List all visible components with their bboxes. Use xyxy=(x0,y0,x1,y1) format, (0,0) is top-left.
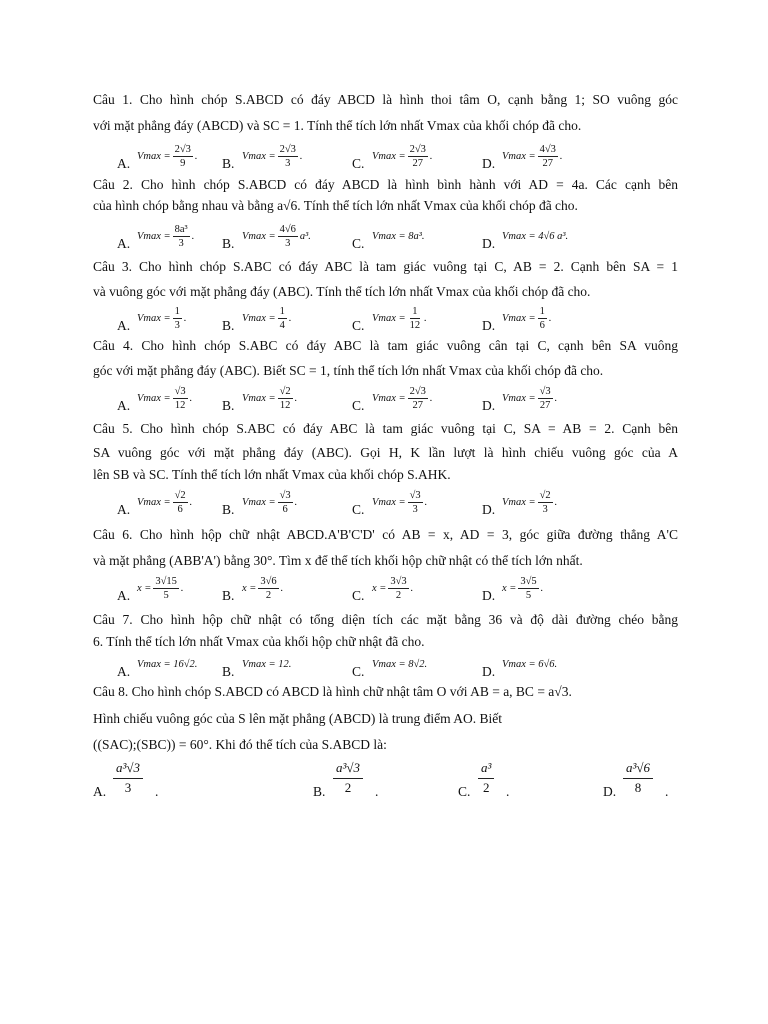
option-tail: . xyxy=(424,496,428,508)
option-fraction xyxy=(278,489,293,516)
option-label: C. xyxy=(352,588,365,603)
option-expression xyxy=(502,482,557,522)
q7-options xyxy=(93,644,693,684)
option-expression xyxy=(242,378,297,418)
fraction-numerator: 1 xyxy=(279,305,285,317)
q4-line-2: góc với mặt phẳng đáy (ABC). Biết SC = 1, tính thể tích lớn nhất Vmax của khối chóp đã cho. xyxy=(93,363,604,378)
option-label: B. xyxy=(222,588,235,603)
option-label: A. xyxy=(117,236,131,251)
option-fraction xyxy=(538,143,558,170)
option-fraction xyxy=(258,575,278,602)
fraction-denominator: 3 xyxy=(412,503,418,515)
option-fraction xyxy=(538,385,553,412)
fraction-denominator: 6 xyxy=(177,503,183,515)
option-expression xyxy=(502,136,563,176)
option-label: A. xyxy=(117,502,131,517)
option-expression xyxy=(502,216,568,256)
option-label: C. xyxy=(352,156,365,171)
fraction-numerator: a³√3 xyxy=(113,758,143,779)
option-label: C. xyxy=(352,398,365,413)
fraction-denominator: 2 xyxy=(395,589,402,601)
option-tail: . xyxy=(280,582,284,594)
option-expression xyxy=(137,644,197,684)
q1-line-1: Câu 1. Cho hình chóp S.ABCD có đáy ABCD là hình thoi tâm O, cạnh bằng 1; SO vuông góc xyxy=(93,92,678,107)
answer-option-c xyxy=(328,568,478,608)
fraction-denominator: 27 xyxy=(542,157,553,169)
option-lhs: x = xyxy=(137,582,152,594)
option-lhs: Vmax = xyxy=(137,312,171,324)
fraction-numerator: 2√3 xyxy=(409,143,426,155)
option-lhs: Vmax = xyxy=(242,392,276,404)
option-fraction xyxy=(278,385,293,412)
option-lhs: Vmax = 8√2. xyxy=(372,658,428,670)
q3-line-2: và vuông góc với mặt phẳng đáy (ABC). Tính thể tích lớn nhất Vmax của khối chóp đã cho. xyxy=(93,284,591,299)
option-fraction xyxy=(408,489,423,516)
option-label: C. xyxy=(352,664,365,679)
fraction-denominator: 3 xyxy=(174,319,180,331)
option-label: C. xyxy=(352,502,365,517)
answer-option-a xyxy=(93,758,243,808)
q5-line-3: lên SB và SC. Tính thể tích lớn nhất Vmax của khối chóp S.AHK. xyxy=(93,467,451,482)
option-tail: . xyxy=(294,496,298,508)
answer-option-d xyxy=(458,568,608,608)
option-lhs: Vmax = xyxy=(502,150,536,162)
option-label: D. xyxy=(482,664,496,679)
fraction-denominator: 12 xyxy=(174,399,186,411)
answer-option-b xyxy=(198,216,348,256)
option-fraction xyxy=(153,575,179,602)
q3-options xyxy=(93,298,693,338)
option-lhs: Vmax = xyxy=(137,150,171,162)
q6-line-1: Câu 6. Cho hình hộp chữ nhật ABCD.A'B'C'D' có AB = x, AD = 3, góc giữa đường thẳng A'C xyxy=(93,527,678,542)
option-expression xyxy=(372,378,433,418)
fraction-denominator: 3 xyxy=(285,237,291,249)
fraction-denominator: 27 xyxy=(412,157,423,169)
q2-options xyxy=(93,216,693,256)
option-label: B. xyxy=(222,236,235,251)
option-label: C. xyxy=(352,318,365,333)
option-tail: . xyxy=(294,392,298,404)
q8-line-3: ((SAC);(SBC)) = 60°. Khi đó thể tích của S.ABCD là: xyxy=(93,737,387,752)
option-lhs: Vmax = 16√2. xyxy=(137,658,198,670)
option-label: D. xyxy=(482,398,496,413)
fraction-denominator: 6 xyxy=(282,503,288,515)
option-lhs: Vmax = xyxy=(372,496,406,508)
option-label: B. xyxy=(222,502,235,517)
option-fraction xyxy=(278,143,298,170)
answer-option-c xyxy=(328,378,478,418)
fraction-denominator: 4 xyxy=(279,319,285,331)
answer-option-b xyxy=(198,482,348,522)
option-tail: . xyxy=(183,312,187,324)
option-fraction xyxy=(173,385,188,412)
option-expression xyxy=(502,378,557,418)
option-lhs: Vmax = xyxy=(242,230,276,242)
q5-line-1: Câu 5. Cho hình chóp S.ABC có đáy ABC là tam giác vuông tại C, SA = AB = 2. Cạnh bên xyxy=(93,421,678,436)
answer-option-b xyxy=(313,758,463,808)
option-label: B. xyxy=(222,156,235,171)
option-lhs: Vmax = xyxy=(502,312,536,324)
fraction-numerator: 3√6 xyxy=(260,575,277,587)
fraction-denominator: 3 xyxy=(178,237,184,249)
answer-option-d xyxy=(603,758,753,808)
fraction-denominator: 12 xyxy=(409,319,421,331)
fraction-numerator: √3 xyxy=(174,385,186,397)
fraction-denominator: 8 xyxy=(634,780,642,795)
option-lhs: Vmax = 8a³. xyxy=(372,230,425,242)
option-label: C. xyxy=(458,784,471,799)
option-tail: . xyxy=(189,496,193,508)
q6-options xyxy=(93,568,693,608)
fraction-numerator: 3√5 xyxy=(520,575,537,587)
option-label: A. xyxy=(117,156,131,171)
fraction-numerator: 1 xyxy=(412,305,418,317)
q5-options xyxy=(93,482,693,522)
option-fraction xyxy=(408,305,423,332)
option-lhs: x = xyxy=(502,582,517,594)
option-lhs: Vmax = xyxy=(502,392,536,404)
fraction-numerator: √2 xyxy=(279,385,291,397)
option-label: A. xyxy=(117,398,131,413)
option-expression xyxy=(372,136,433,176)
answer-option-c xyxy=(328,482,478,522)
option-fraction xyxy=(478,758,494,797)
fraction-denominator: 27 xyxy=(539,399,551,411)
option-label: A. xyxy=(93,784,107,799)
fraction-numerator: 4√3 xyxy=(539,143,556,155)
fraction-denominator: 3 xyxy=(124,780,132,795)
option-fraction xyxy=(278,305,287,332)
option-fraction xyxy=(623,758,653,797)
option-lhs: Vmax = 6√6. xyxy=(502,658,558,670)
option-tail: . xyxy=(288,312,292,324)
option-tail: . xyxy=(194,150,198,162)
answer-option-b xyxy=(198,378,348,418)
option-fraction xyxy=(408,385,428,412)
option-tail: . xyxy=(559,150,563,162)
option-lhs: Vmax = 12. xyxy=(242,658,292,670)
option-expression xyxy=(502,644,557,684)
option-label: B. xyxy=(222,398,235,413)
option-label: A. xyxy=(117,318,131,333)
q8-line-2: Hình chiếu vuông góc của S lên mặt phẳng (ABCD) là trung điểm AO. Biết xyxy=(93,711,503,726)
answer-option-c xyxy=(328,136,478,176)
option-fraction xyxy=(408,143,428,170)
option-expression xyxy=(242,644,291,684)
option-tail: . xyxy=(554,392,558,404)
option-fraction xyxy=(388,575,408,602)
option-tail: . xyxy=(429,150,433,162)
fraction-numerator: 2√3 xyxy=(174,143,191,155)
option-fraction xyxy=(173,223,190,250)
option-expression xyxy=(242,568,283,608)
option-fraction xyxy=(113,758,143,797)
fraction-denominator: 6 xyxy=(539,319,545,331)
fraction-numerator: a³ xyxy=(478,758,494,779)
option-expression xyxy=(372,298,427,338)
option-tail: a³. xyxy=(299,230,311,242)
option-expression xyxy=(137,216,194,256)
fraction-numerator: 3√3 xyxy=(390,575,407,587)
option-tail: . xyxy=(506,784,510,799)
answer-option-c xyxy=(328,298,478,338)
fraction-numerator: √2 xyxy=(539,489,551,501)
q3-line-1: Câu 3. Cho hình chóp S.ABC có đáy ABC là tam giác vuông tại C, AB = 2. Cạnh bên SA = 1 xyxy=(93,259,678,274)
option-lhs: Vmax = xyxy=(137,230,171,242)
option-label: B. xyxy=(222,318,235,333)
option-lhs: Vmax = xyxy=(137,392,171,404)
q5-line-2: SA vuông góc với mặt phẳng đáy (ABC). Gọi H, K lần lượt là hình chiếu vuông góc của A xyxy=(93,445,678,460)
fraction-denominator: 3 xyxy=(285,157,291,169)
option-tail: . xyxy=(424,312,427,324)
option-lhs: x = xyxy=(372,582,387,594)
answer-option-d xyxy=(458,136,608,176)
answer-option-d xyxy=(458,216,608,256)
option-tail: . xyxy=(180,582,184,594)
fraction-denominator: 5 xyxy=(525,589,532,601)
fraction-numerator: 1 xyxy=(539,305,545,317)
option-expression xyxy=(137,136,198,176)
q1-options xyxy=(93,136,693,176)
option-tail: . xyxy=(540,582,544,594)
option-label: C. xyxy=(352,236,365,251)
option-label: D. xyxy=(482,236,496,251)
option-label: D. xyxy=(482,156,496,171)
option-expression xyxy=(372,482,427,522)
fraction-numerator: a³√6 xyxy=(623,758,653,779)
answer-option-d xyxy=(458,298,608,338)
option-fraction xyxy=(333,758,363,797)
option-tail: . xyxy=(375,784,379,799)
option-lhs: x = xyxy=(242,582,257,594)
fraction-denominator: 2 xyxy=(344,780,352,795)
option-expression xyxy=(372,644,427,684)
option-fraction xyxy=(173,489,188,516)
answer-option-c xyxy=(458,758,608,808)
option-label: D. xyxy=(482,318,496,333)
option-fraction xyxy=(173,305,182,332)
fraction-numerator: √3 xyxy=(409,489,421,501)
fraction-denominator: 2 xyxy=(482,780,490,795)
option-label: A. xyxy=(117,588,131,603)
fraction-numerator: √3 xyxy=(539,385,551,397)
option-lhs: Vmax = xyxy=(372,392,406,404)
option-label: B. xyxy=(222,664,235,679)
answer-option-c xyxy=(328,216,478,256)
option-tail: . xyxy=(189,392,193,404)
option-lhs: Vmax = xyxy=(137,496,171,508)
option-label: D. xyxy=(603,784,617,799)
option-tail: . xyxy=(429,392,433,404)
fraction-denominator: 2 xyxy=(265,589,272,601)
option-expression xyxy=(242,482,297,522)
option-expression xyxy=(137,298,187,338)
option-lhs: Vmax = xyxy=(502,496,536,508)
option-fraction xyxy=(278,223,298,250)
q4-options xyxy=(93,378,693,418)
option-lhs: Vmax = 4√6 a³. xyxy=(502,230,569,242)
answer-option-b xyxy=(198,136,348,176)
fraction-numerator: 8a³ xyxy=(174,223,188,235)
q7-line-2: 6. Tính thể tích lớn nhất Vmax của khối hộp chữ nhật đã cho. xyxy=(93,634,425,649)
option-expression xyxy=(242,216,311,256)
option-tail: . xyxy=(155,784,159,799)
fraction-denominator: 5 xyxy=(163,589,169,601)
option-fraction xyxy=(538,489,553,516)
option-expression xyxy=(137,568,184,608)
q6-line-2: và mặt phẳng (ABB'A') bằng 30°. Tìm x để thể tích khối hộp chữ nhật có thể tích lớn nhất. xyxy=(93,553,583,568)
option-expression xyxy=(502,298,552,338)
option-tail: . xyxy=(191,230,195,242)
option-lhs: Vmax = xyxy=(242,312,276,324)
fraction-numerator: 4√6 xyxy=(279,223,296,235)
fraction-numerator: 1 xyxy=(174,305,180,317)
option-lhs: Vmax = xyxy=(242,150,276,162)
answer-option-d xyxy=(458,482,608,522)
option-lhs: Vmax = xyxy=(372,150,406,162)
option-expression xyxy=(137,482,192,522)
fraction-numerator: 2√3 xyxy=(409,385,426,397)
fraction-numerator: a³√3 xyxy=(333,758,363,779)
fraction-denominator: 27 xyxy=(412,399,423,411)
option-tail: . xyxy=(299,150,303,162)
option-expression xyxy=(242,298,292,338)
q7-line-1: Câu 7. Cho hình hộp chữ nhật có tổng diện tích các mặt bằng 36 và độ dài đường chéo bằng xyxy=(93,612,678,627)
fraction-denominator: 9 xyxy=(180,157,186,169)
q4-line-1: Câu 4. Cho hình chóp S.ABC có đáy ABC là tam giác vuông cân tại C, cạnh bên SA vuông xyxy=(93,338,678,353)
option-expression xyxy=(502,568,543,608)
option-expression xyxy=(372,568,413,608)
fraction-numerator: 2√3 xyxy=(279,143,296,155)
option-lhs: Vmax = xyxy=(242,496,276,508)
q2-line-2: của hình chóp bằng nhau và bằng a√6. Tính thể tích lớn nhất Vmax của khối chóp đã cho. xyxy=(93,198,578,213)
option-expression xyxy=(242,136,303,176)
answer-option-d xyxy=(458,644,608,684)
q1-line-2: với mặt phẳng đáy (ABCD) và SC = 1. Tính thể tích lớn nhất Vmax của khối chóp đã cho. xyxy=(93,118,582,133)
option-label: D. xyxy=(482,502,496,517)
fraction-numerator: 3√15 xyxy=(155,575,177,587)
option-fraction xyxy=(518,575,538,602)
q2-line-1: Câu 2. Cho hình chóp S.ABCD có đáy ABCD là hình bình hành với AD = 4a. Các cạnh bên xyxy=(93,177,678,192)
fraction-denominator: 12 xyxy=(279,399,291,411)
answer-option-b xyxy=(198,298,348,338)
option-tail: . xyxy=(554,496,558,508)
option-tail: . xyxy=(665,784,669,799)
q8-line-1: Câu 8. Cho hình chóp S.ABCD có ABCD là hình chữ nhật tâm O với AB = a, BC = a√3. xyxy=(93,684,572,699)
answer-option-b xyxy=(198,568,348,608)
answer-option-c xyxy=(328,644,478,684)
option-label: A. xyxy=(117,664,131,679)
option-fraction xyxy=(173,143,193,170)
option-label: D. xyxy=(482,588,496,603)
option-label: B. xyxy=(313,784,326,799)
option-fraction xyxy=(538,305,547,332)
answer-option-b xyxy=(198,644,348,684)
option-expression xyxy=(137,378,192,418)
answer-option-d xyxy=(458,378,608,418)
fraction-numerator: √3 xyxy=(279,489,291,501)
q8-options xyxy=(93,758,693,808)
fraction-denominator: 3 xyxy=(542,503,548,515)
fraction-numerator: √2 xyxy=(174,489,186,501)
option-tail: . xyxy=(548,312,552,324)
option-tail: . xyxy=(410,582,414,594)
option-lhs: Vmax = xyxy=(372,312,406,324)
option-expression xyxy=(372,216,425,256)
